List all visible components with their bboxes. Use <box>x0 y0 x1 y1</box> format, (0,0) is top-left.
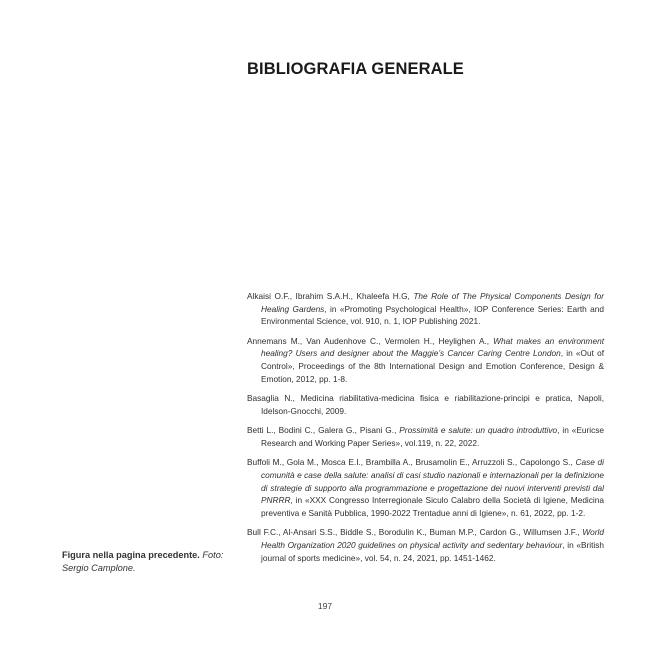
entry-details: , in «Euricse Research and Working Paper Series», vol.119, n. 22, 2022. <box>261 425 605 448</box>
bibliography-entry <box>247 290 604 328</box>
entry-authors: Betti L., Bodini C., Galera G., Pisani G., <box>247 425 400 436</box>
entry-details: , in «Out of Control», Proceedings of the 8th International Design and Emotion Conference, Design & Emotion, 2012, pp. 1-8. <box>261 348 604 384</box>
figure-caption <box>62 549 232 575</box>
bibliography-entry <box>247 526 604 564</box>
entry-details: , in «XXX Congresso Interregionale Siculo Calabro della Società di Igiene, Medicina preventiva e Sanità Pubblica, 1990-2022 Trentadue anni di Igiene», n. 61, 2022, pp. 1-2. <box>261 495 604 518</box>
entry-details: , in «Promoting Psychological Health», IOP Conference Series: Earth and Environmental Science, vol. 910, n. 1, IOP Publishing 2021. <box>261 303 604 327</box>
entry-title: Prossimità e salute: un quadro introduttivo <box>399 425 558 436</box>
bibliography-entry <box>247 392 604 417</box>
entry-title: The Role of The Physical Components Design for Healing Gardens <box>261 291 604 314</box>
bibliography-entry <box>247 335 604 386</box>
page-number: 197 <box>317 601 333 611</box>
entry-title: World Health Organization 2020 guidelines on physical activity and sedentary behaviour <box>261 527 604 550</box>
bibliography-list <box>247 290 604 571</box>
caption-label: Figura nella pagina precedente. <box>62 550 200 560</box>
entry-title: Case di comunità e case della salute: analisi di casi studio nazionali e internazionali per la definizione di strategie di supporto alla programmazione e progettazione dei nuovi interventi previsti dal PNRRR <box>261 457 605 506</box>
caption-text: Foto: Sergio Camplone. <box>62 550 224 573</box>
entry-authors: Bull F.C., Al-Ansari S.S., Biddle S., Borodulin K., Buman M.P., Cardon G., Willumsen J.F., <box>247 527 583 538</box>
entry-title: What makes an environment healing? Users and designer about the Maggie’s Cancer Caring Centre London <box>261 335 604 359</box>
entry-authors: Basaglia N., Medicina riabilitativa-medicina fisica e riabilitazione-principi e pratica, Napoli, Idelson-Gnocchi, 2009. <box>247 393 604 416</box>
entry-authors: Buffoli M., Gola M., Mosca E.I., Brambilla A., Brusamolin E., Arruzzoli S., Capolongo S., <box>247 457 576 468</box>
bibliography-entry <box>247 424 604 449</box>
page-title: BIBLIOGRAFIA GENERALE <box>247 60 464 78</box>
entry-authors: Alkaisi O.F., Ibrahim S.A.H., Khaleefa H.G, <box>247 291 414 301</box>
bibliography-entry <box>247 456 604 520</box>
entry-details: , in «British journal of sports medicine», vol. 54, n. 24, 2021, pp. 1451-1462. <box>261 539 605 563</box>
entry-authors: Annemans M., Van Audenhove C., Vermolen H., Heylighen A., <box>247 335 494 346</box>
